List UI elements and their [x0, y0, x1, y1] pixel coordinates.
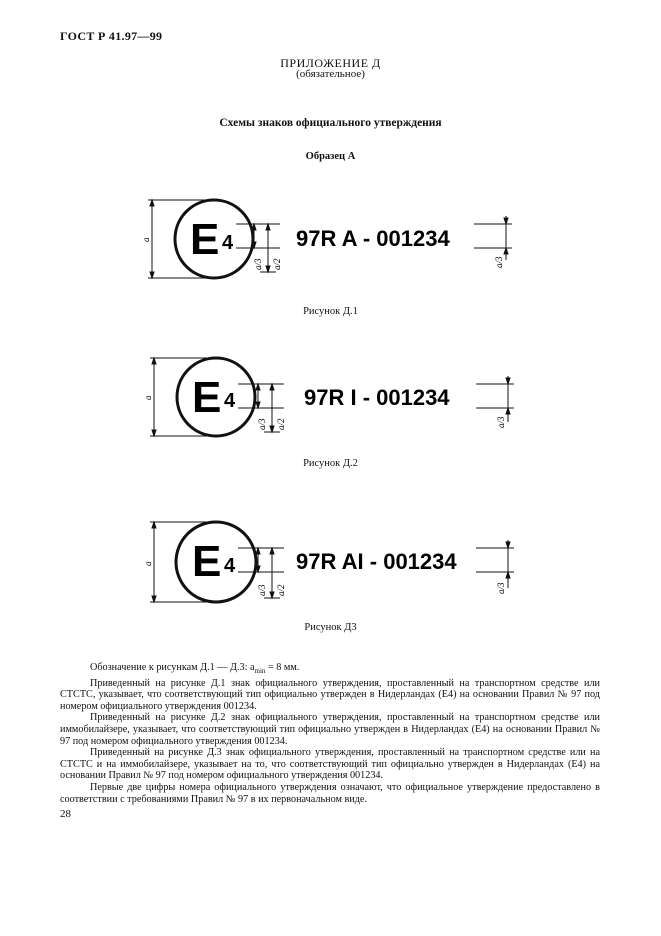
figure-2 [140, 348, 520, 448]
dim-a3-right: a/3 [496, 416, 506, 428]
figure-3 [140, 512, 520, 612]
paragraph-figure-2: Приведенный на рисунке Д.2 знак официального утверждения, проставленный на транспортном средстве или иммобилайзере, указывает, что соответствующий тип официально утвержден в Нидерландах (Е4) на основании Правил № 97 под номером официального утверждения 001234. [60, 712, 600, 747]
dim-a3: a/3 [257, 584, 267, 596]
dim-a3: a/3 [253, 258, 263, 270]
sample-label: Образец А [305, 151, 356, 162]
mark-index: 4 [224, 390, 236, 412]
mark-code: 97R A - 001234 [296, 226, 450, 251]
figure-1-caption: Рисунок Д.1 [303, 306, 358, 317]
dim-a: a [143, 395, 153, 400]
mark-index: 4 [222, 232, 234, 254]
appendix-status: (обязательное) [296, 68, 365, 80]
figure-1 [140, 190, 520, 290]
mark-letter: E [192, 373, 222, 422]
dim-a3-right: a/3 [494, 256, 504, 268]
appendix-title: ПРИЛОЖЕНИЕ Д [280, 56, 381, 70]
notes-block [60, 662, 600, 805]
section-title: Схемы знаков официального утверждения [219, 117, 442, 129]
dim-a: a [143, 561, 153, 566]
mark-code: 97R I - 001234 [304, 385, 450, 410]
paragraph-figure-3: Приведенный на рисунке Д.3 знак официального утверждения, проставленный на транспортном средстве или на СТСТС и на иммобилайзере, указывает на то, что соответствующий тип официально утвержден в Нидерландах (Е4) на основании Правил № 97 под номером официального утверждения 001234. [60, 747, 600, 782]
mark-code: 97R AI - 001234 [296, 549, 457, 574]
dim-a3-right: a/3 [496, 582, 506, 594]
mark-letter: E [192, 537, 222, 586]
page-number: 28 [60, 808, 71, 820]
approval-mark-diagram [140, 348, 520, 448]
dim-a2: a/2 [276, 418, 286, 430]
dim-a2: a/2 [272, 258, 282, 270]
paragraph-designation: Обозначение к рисункам Д.1 — Д.3: $a_{min} = 8$ мм. [90, 662, 300, 676]
dim-a3: a/3 [257, 418, 267, 430]
approval-mark-diagram [140, 190, 520, 290]
paragraph-figure-1: Приведенный на рисунке Д.1 знак официального утверждения, проставленный на транспортном средстве или СТСТС, указывает, что соответствующий тип официально утвержден в Нидерландах (Е4) на основании Правил № 97 под номером официального утверждения 001234. [60, 677, 600, 712]
mark-index: 4 [224, 555, 236, 577]
paragraph-note: Первые две цифры номера официального утверждения означают, что официальное утверждение предоставлено в соответствии с требованиями Правил № 97 в их первоначальном виде. [60, 781, 600, 805]
mark-letter: E [190, 215, 220, 264]
dim-a2: a/2 [276, 584, 286, 596]
figure-3-caption: Рисунок Д3 [304, 622, 357, 633]
document-header: ГОСТ Р 41.97—99 [60, 29, 163, 43]
approval-mark-diagram [140, 512, 520, 612]
figure-2-caption: Рисунок Д.2 [303, 458, 358, 469]
dim-a: a [141, 237, 151, 242]
